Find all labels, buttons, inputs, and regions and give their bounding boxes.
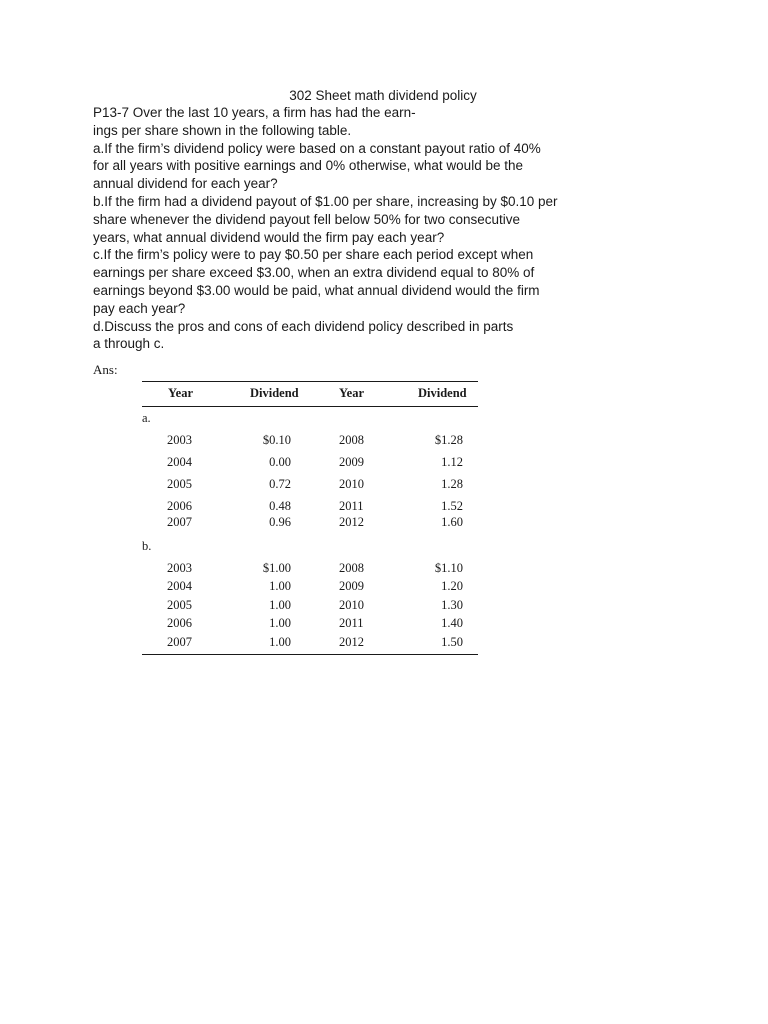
dividend-cell: $1.00 xyxy=(262,561,291,575)
dividend-cell: 1.50 xyxy=(441,635,463,649)
problem-line: ings per share shown in the following table. xyxy=(93,122,352,138)
year-cell: 2008 xyxy=(339,561,364,575)
dividend-cell: 0.48 xyxy=(269,499,291,513)
problem-line: d.Discuss the pros and cons of each dividend policy described in parts xyxy=(93,318,514,334)
header-dividend-2: Dividend xyxy=(418,386,467,400)
problem-line: annual dividend for each year? xyxy=(93,176,278,192)
year-cell: 2005 xyxy=(167,598,192,612)
year-cell: 2003 xyxy=(167,561,192,575)
problem-statement xyxy=(93,104,613,353)
header-dividend-1: Dividend xyxy=(250,386,299,400)
problem-line: b.If the firm had a dividend payout of $1.00 per share, increasing by $0.10 per xyxy=(93,193,558,209)
section-label: a. xyxy=(142,411,151,425)
dividend-cell: 0.00 xyxy=(269,455,291,469)
header-year-1: Year xyxy=(168,386,193,400)
table-bottom-rule xyxy=(142,654,478,655)
problem-line: c.If the firm’s policy were to pay $0.50 per share each period except when xyxy=(93,247,534,263)
year-cell: 2011 xyxy=(339,616,364,630)
problem-line: earnings beyond $3.00 would be paid, what annual dividend would the firm xyxy=(93,282,540,298)
year-cell: 2009 xyxy=(339,579,364,593)
year-cell: 2003 xyxy=(167,433,192,447)
dividend-cell: 1.30 xyxy=(441,598,463,612)
answer-label: Ans: xyxy=(93,362,118,377)
dividend-cell: 1.28 xyxy=(441,477,463,491)
year-cell: 2006 xyxy=(167,499,192,513)
year-cell: 2007 xyxy=(167,515,192,529)
year-cell: 2004 xyxy=(167,455,192,469)
dividend-cell: $0.10 xyxy=(262,433,291,447)
dividend-cell: 1.00 xyxy=(269,579,291,593)
problem-line: a through c. xyxy=(93,336,165,352)
table-top-rule xyxy=(142,381,478,382)
problem-line: pay each year? xyxy=(93,300,186,316)
dividend-cell: 1.60 xyxy=(441,515,463,529)
problem-line: a.If the firm’s dividend policy were based on a constant payout ratio of 40% xyxy=(93,140,541,156)
dividend-cell: 1.20 xyxy=(441,579,463,593)
dividend-cell: 1.00 xyxy=(269,635,291,649)
year-cell: 2010 xyxy=(339,598,364,612)
header-year-2: Year xyxy=(339,386,364,400)
dividend-cell: 0.72 xyxy=(269,477,291,491)
year-cell: 2009 xyxy=(339,455,364,469)
dividend-cell: 0.96 xyxy=(269,515,291,529)
problem-line: years, what annual dividend would the firm pay each year? xyxy=(93,229,445,245)
year-cell: 2007 xyxy=(167,635,192,649)
dividend-cell: 1.00 xyxy=(269,616,291,630)
dividend-cell: 1.12 xyxy=(441,455,463,469)
dividend-cell: 1.52 xyxy=(441,499,463,513)
dividend-cell: 1.40 xyxy=(441,616,463,630)
year-cell: 2005 xyxy=(167,477,192,491)
dividend-cell: $1.10 xyxy=(434,561,463,575)
year-cell: 2008 xyxy=(339,433,364,447)
document-title: 302 Sheet math dividend policy xyxy=(289,88,477,103)
year-cell: 2011 xyxy=(339,499,364,513)
problem-line: for all years with positive earnings and 0% otherwise, what would be the xyxy=(93,158,523,174)
year-cell: 2012 xyxy=(339,635,364,649)
problem-line: earnings per share exceed $3.00, when an extra dividend equal to 80% of xyxy=(93,265,535,281)
year-cell: 2004 xyxy=(167,579,192,593)
year-cell: 2010 xyxy=(339,477,364,491)
problem-line: P13-7 Over the last 10 years, a firm has had the earn- xyxy=(93,105,416,120)
dividend-cell: $1.28 xyxy=(434,433,463,447)
table-header-rule xyxy=(142,406,478,407)
dividend-cell: 1.00 xyxy=(269,598,291,612)
problem-line: share whenever the dividend payout fell below 50% for two consecutive xyxy=(93,211,521,227)
section-label: b. xyxy=(142,539,152,553)
year-cell: 2006 xyxy=(167,616,192,630)
year-cell: 2012 xyxy=(339,515,364,529)
